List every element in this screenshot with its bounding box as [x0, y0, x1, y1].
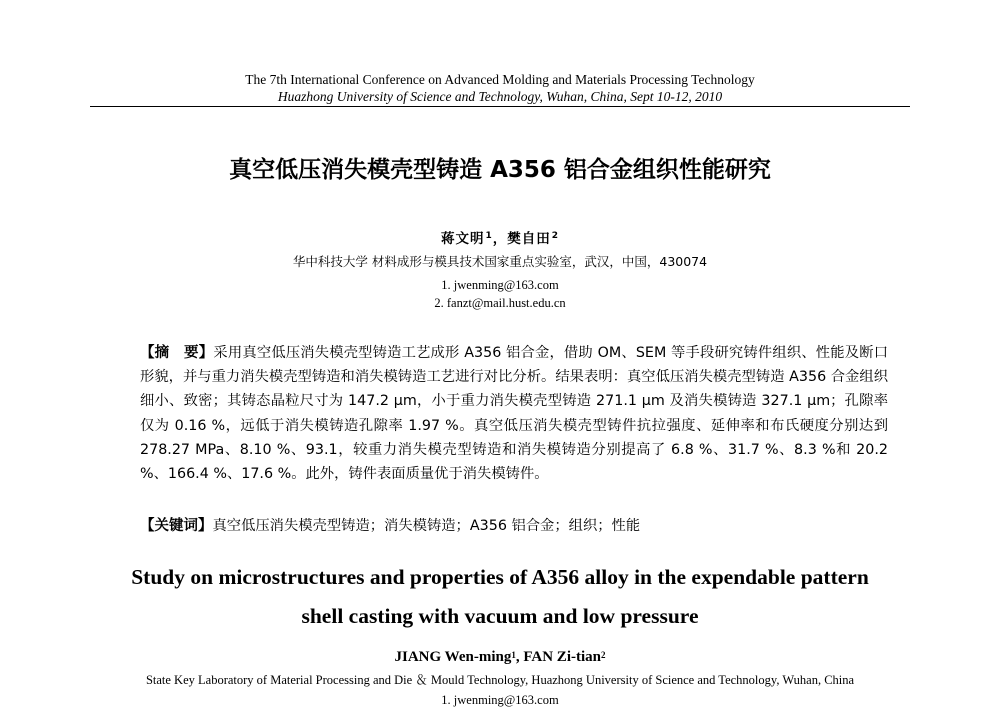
english-author-separator: , [515, 649, 524, 665]
chinese-affiliation: 华中科技大学 材料成形与模具技术国家重点实验室，武汉，中国，430074 [292, 254, 708, 269]
keywords-text: 真空低压消失模壳型铸造；消失模铸造；A356 铝合金；组织；性能 [212, 518, 641, 534]
chinese-author-2: 樊自田 [507, 231, 551, 247]
english-author-2-affil: 2 [600, 650, 606, 660]
chinese-authors [0, 229, 1000, 249]
english-affiliation: State Key Laboratory of Material Processing and Die ＆ Mould Technology, Huazhong University of Science and Technology, Wuhan, China [145, 673, 855, 687]
abstract-label: 【摘 要】 [140, 345, 214, 361]
chinese-abstract [140, 341, 888, 486]
conference-title: The 7th International Conference on Advanced Molding and Materials Processing Technology [245, 72, 755, 87]
english-title-line-2: shell casting with vacuum and low pressure [301, 604, 699, 628]
english-author-2: FAN Zi-tian [523, 649, 601, 665]
conference-venue: Huazhong University of Science and Technology, Wuhan, China, Sept 10-12, 2010 [277, 89, 723, 104]
english-email-1: 1. jwenming@163.com [441, 693, 559, 707]
english-title-line-1: Study on microstructures and properties of A356 alloy in the expendable pattern [131, 565, 869, 589]
chinese-email-1: 1. jwenming@163.com [441, 278, 559, 292]
chinese-author-2-affil: 2 [551, 231, 560, 241]
english-author-1: JIANG Wen-ming [394, 649, 512, 665]
header-divider [90, 106, 910, 107]
chinese-keywords [140, 515, 888, 537]
chinese-author-1: 蒋文明 [440, 231, 485, 247]
keywords-label: 【关键词】 [140, 518, 213, 534]
english-author-1-affil: 1 [511, 650, 516, 660]
chinese-author-separator: ， [492, 231, 508, 247]
abstract-text: 采用真空低压消失模壳型铸造工艺成形 A356 铝合金，借助 OM、SEM 等手段研究铸件组织、性能及断口形貌，并与重力消失模壳型铸造和消失模铸造工艺进行对比分析。结果表明：真空低压消失模壳型铸造 A356 合金组织细小、致密；其铸态晶粒尺寸为 147.2 μm，小于重力消失模壳型铸造 271.1 μm 及消失模铸造 327.1 μm；孔隙率仅为 0.16 %，远低于消失模铸造孔隙率 1.97 %。真空低压消失模壳型铸件抗拉强度、延伸率和布氏硬度分别达到 278.27 MPa、8.10 %、93.1，较重力消失模壳型铸造和消失模铸造分别提高了 6.8 %、31.7 %、8.3 %和 20.2 %、166.4 %、17.6 %。此外，铸件表面质量优于消失模铸件。 [140, 345, 888, 483]
chinese-email-2: 2. fanzt@mail.hust.edu.cn [434, 296, 566, 310]
chinese-author-1-affil: 1 [485, 231, 493, 241]
chinese-title: 真空低压消失模壳型铸造 A356 铝合金组织性能研究 [229, 157, 771, 183]
english-authors [0, 647, 1000, 667]
